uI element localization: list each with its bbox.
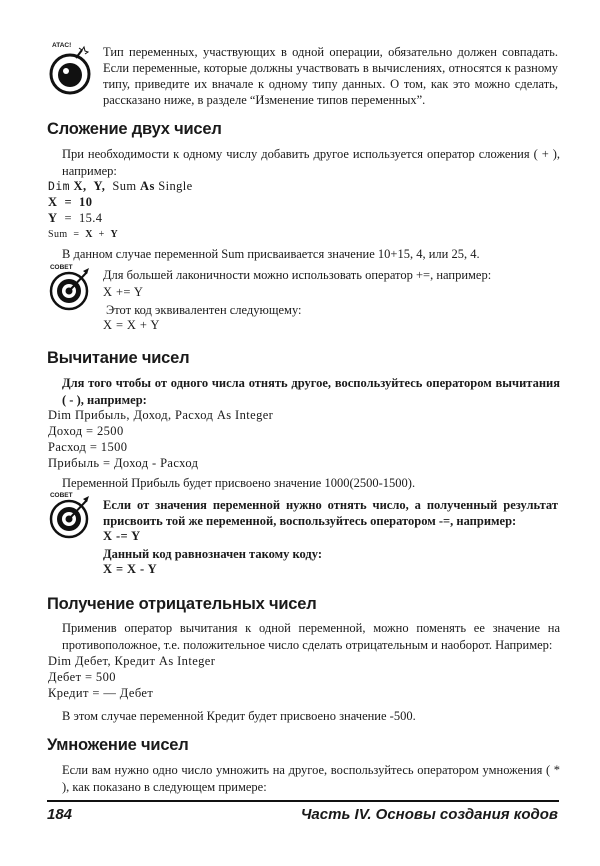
subtraction-tip-code-1: X -= Y	[103, 529, 141, 543]
tip-badge-label: СОВЕТ	[50, 264, 73, 271]
addition-tip-line-1: Для большей лаконичности можно использовать оператор +=, например:	[103, 268, 492, 282]
negation-para-2: В этом случае переменной Кредит будет присвоено значение -500.	[62, 709, 416, 723]
footer-rule	[47, 800, 559, 802]
subtraction-code-line-4: Прибыль = Доход - Расход	[48, 456, 199, 470]
addition-tip-code-1: X += Y	[103, 285, 144, 299]
addition-code-line-2: X = 10	[48, 195, 93, 209]
addition-code-line-1: Dim X, Y, Sum As Single	[48, 179, 193, 193]
addition-code-line-3: Y = 15.4	[48, 211, 103, 225]
subtraction-tip-line-1: Если от значения переменной нужно отнять число, а полученный результат присвоить той же переменной, воспользуйтесь оператором -=, например:	[103, 498, 558, 528]
subtraction-tip-line-2: Данный код равнозначен такому коду:	[103, 547, 323, 561]
negation-code-line-3: Кредит = — Дебет	[48, 686, 154, 700]
heading-subtraction: Вычитание чисел	[47, 349, 190, 367]
target-tip-icon	[47, 266, 95, 316]
subtraction-para-2: Переменной Прибыль будет присвоено значение 1000(2500-1500).	[62, 476, 416, 490]
subtraction-code-line-1: Dim Прибыль, Доход, Расход As Integer	[48, 408, 274, 422]
negation-code-line-1: Dim Дебет, Кредит As Integer	[48, 654, 216, 668]
subtraction-tip-code-2: X = X - Y	[103, 562, 158, 576]
negation-para-1: Применив оператор вычитания к одной переменной, можно поменять ее значение на противоположное, т.е. положительное число сделать отрицательным и наоборот. Например:	[62, 621, 560, 652]
negation-code-line-2: Дебет = 500	[48, 670, 116, 684]
subtraction-code-line-2: Доход = 2500	[48, 424, 124, 438]
intro-warning-text: Тип переменных, участвующих в одной операции, обязательно должен совпадать. Если переменные, которые должны участвовать в вычислениях, относятся к разному типу, приведите их вначале к одному типу данных. О том, как это можно сделать, рассказано ниже, в разделе “Изменение типов переменных”.	[103, 45, 558, 107]
subtraction-para-1: Для того чтобы от одного числа отнять другое, воспользуйтесь оператором вычитания ( - ), например:	[62, 376, 560, 407]
multiplication-para-1: Если вам нужно одно число умножить на другое, воспользуйтесь оператором умножения ( * ), как показано в следующем примере:	[62, 763, 560, 794]
heading-addition: Сложение двух чисел	[47, 120, 222, 138]
subtraction-code-line-3: Расход = 1500	[48, 440, 128, 454]
addition-code-line-4: Sum = X + Y	[48, 229, 119, 240]
tip-badge-label: СОВЕТ	[50, 492, 73, 499]
page-number: 184	[47, 806, 73, 823]
heading-multiplication: Умножение чисел	[47, 736, 189, 754]
addition-para-1: При необходимости к одному числу добавить другое используется оператор сложения ( + ), например:	[62, 147, 560, 178]
bomb-warning-icon	[46, 44, 96, 100]
warning-badge-label: ATAC!	[52, 42, 72, 49]
addition-para-2: В данном случае переменной Sum присваивается значение 10+15, 4, или 25, 4.	[62, 247, 480, 261]
addition-tip-code-2: X = X + Y	[103, 318, 160, 332]
heading-negation: Получение отрицательных чисел	[47, 595, 317, 613]
chapter-title: Часть IV. Основы создания кодов	[300, 806, 558, 823]
addition-tip-line-2: Этот код эквивалентен следующему:	[106, 303, 302, 317]
target-tip-icon	[47, 494, 95, 544]
